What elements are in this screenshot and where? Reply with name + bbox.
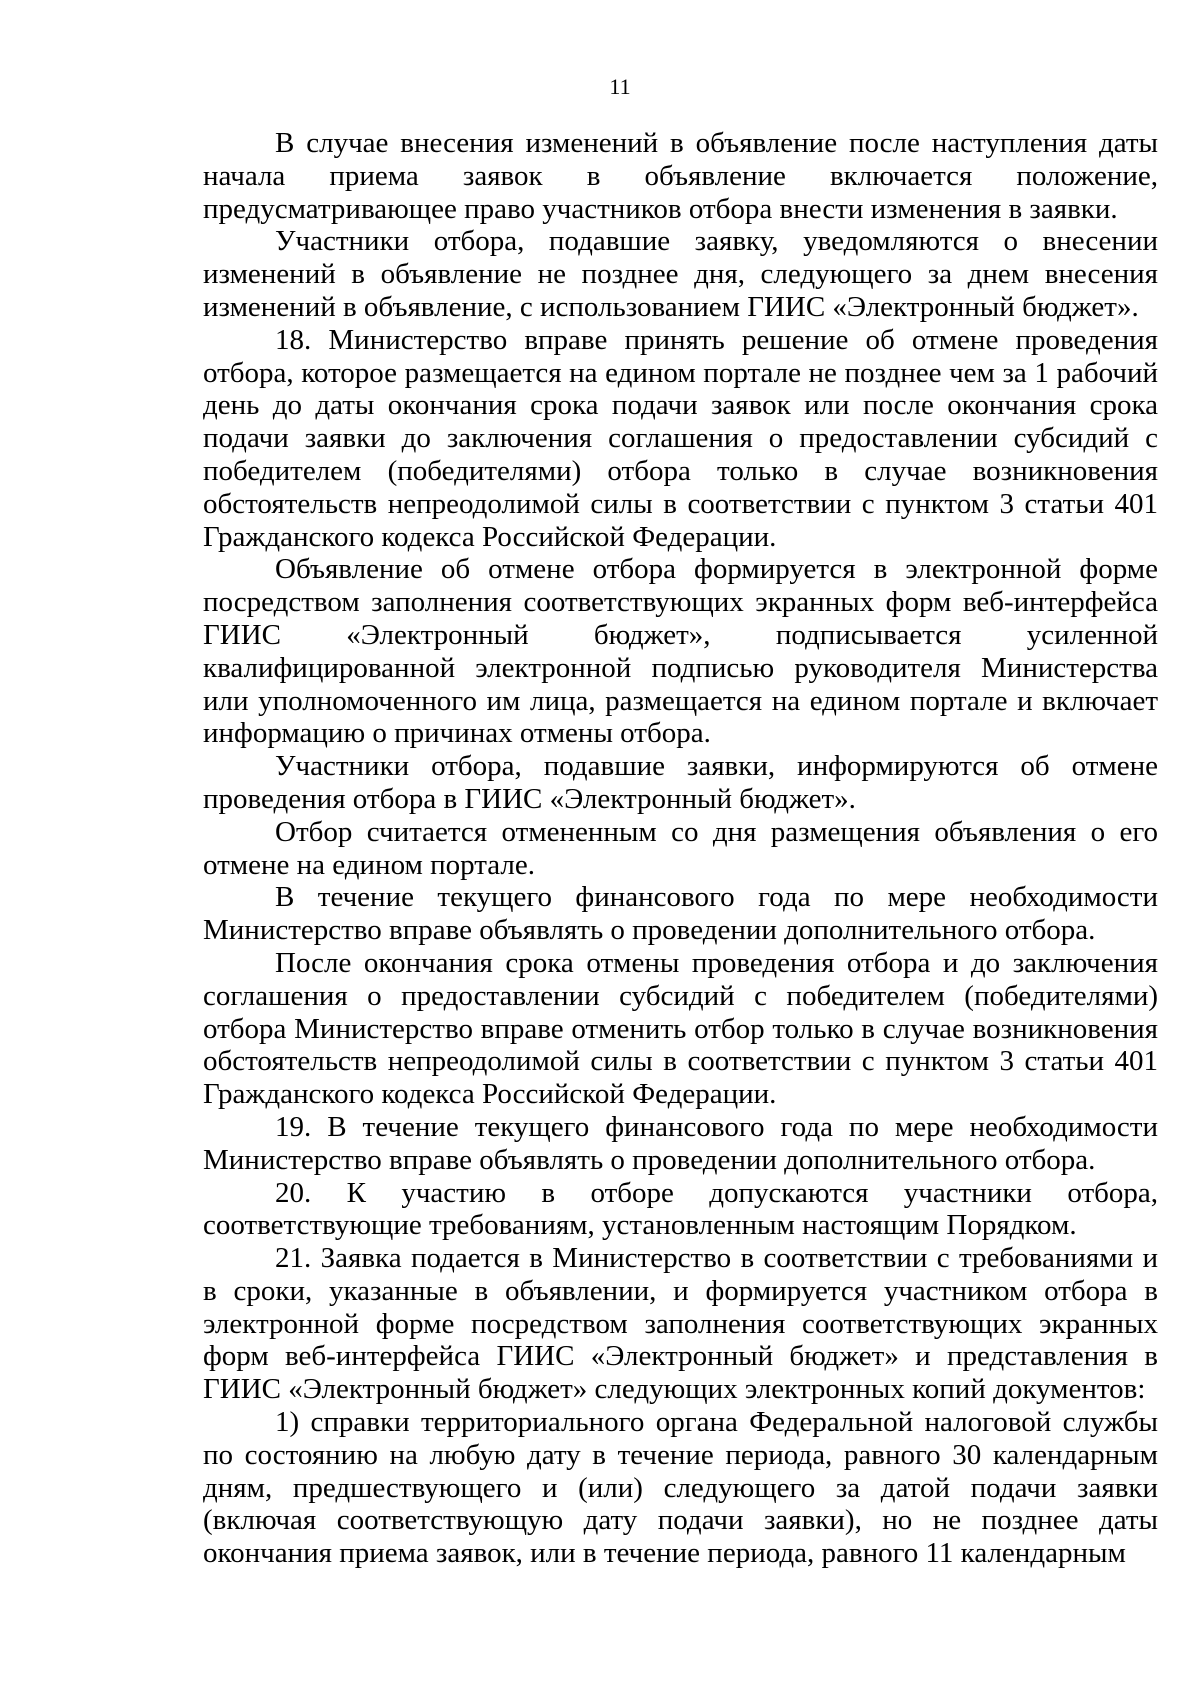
paragraph-after-cancellation-deadline: После окончания срока отмены проведения отбора и до заключения соглашения о предоставлении субсидий с победителем (победителями) отбора Министерство вправе отменить отбор только в случае возникновения обстоятельств непреодолимой силы в соответствии с пунктом 3 статьи 401 Гражданского кодекса Российской Федерации.	[203, 946, 1158, 1111]
paragraph-item-19: 19. В течение текущего финансового года по мере необходимости Министерство вправе объявлять о проведении дополнительного отбора.	[203, 1110, 1158, 1176]
paragraph-item-21: 21. Заявка подается в Министерство в соответствии с требованиями и в сроки, указанные в объявлении, и формируется участником отбора в электронной форме посредством заполнения соответствующих экранных форм веб-интерфейса ГИИС «Электронный бюджет» и представления в ГИИС «Электронный бюджет» следующих электронных копий документов:	[203, 1242, 1158, 1406]
paragraph-subitem-1: 1) справки территориального органа Федеральной налоговой службы по состоянию на любую дату в течение периода, равного 30 календарным дням, предшествующего и (или) следующего за датой подачи заявки (включая соответствующую дату подачи заявки), но не позднее даты окончания приема заявок, или в течение периода, равного 11 календарным	[203, 1406, 1158, 1570]
paragraph-participants-informed: Участники отбора, подавшие заявки, информируются об отмене проведения отбора в ГИИС «Электронный бюджет».	[203, 750, 1158, 815]
document-body	[203, 127, 1158, 1570]
paragraph-participants-notified: Участники отбора, подавшие заявку, уведомляются о внесении изменений в объявление не позднее дня, следующего за днем внесения изменений в объявление, с использованием ГИИС «Электронный бюджет».	[203, 225, 1158, 323]
paragraph-item-18-cancellation: 18. Министерство вправе принять решение об отмене проведения отбора, которое размещается на едином портале не позднее чем за 1 рабочий день до даты окончания срока подачи заявок или после окончания срока подачи заявки до заключения соглашения о предоставлении субсидий с победителем (победителями) отбора только в случае возникновения обстоятельств непреодолимой силы в соответствии с пунктом 3 статьи 401 Гражданского кодекса Российской Федерации.	[203, 323, 1158, 553]
page-number: 11	[609, 74, 631, 99]
paragraph-additional-selection: В течение текущего финансового года по мере необходимости Министерство вправе объявлять о проведении дополнительного отбора.	[203, 881, 1158, 947]
paragraph-amendments-after-start: В случае внесения изменений в объявление после наступления даты начала приема заявок в объявление включается положение, предусматривающее право участников отбора внести изменения в заявки.	[203, 127, 1158, 225]
paragraph-item-20: 20. К участию в отборе допускаются участники отбора, соответствующие требованиям, установленным настоящим Порядком.	[203, 1176, 1158, 1242]
paragraph-cancellation-announcement: Объявление об отмене отбора формируется в электронной форме посредством заполнения соответствующих экранных форм веб-интерфейса ГИИС «Электронный бюджет», подписывается усиленной квалифицированной электронной подписью руководителя Министерства или уполномоченного им лица, размещается на едином портале и включает информацию о причинах отмены отбора.	[203, 553, 1158, 750]
paragraph-selection-cancelled: Отбор считается отмененным со дня размещения объявления о его отмене на едином портале.	[203, 815, 1158, 881]
